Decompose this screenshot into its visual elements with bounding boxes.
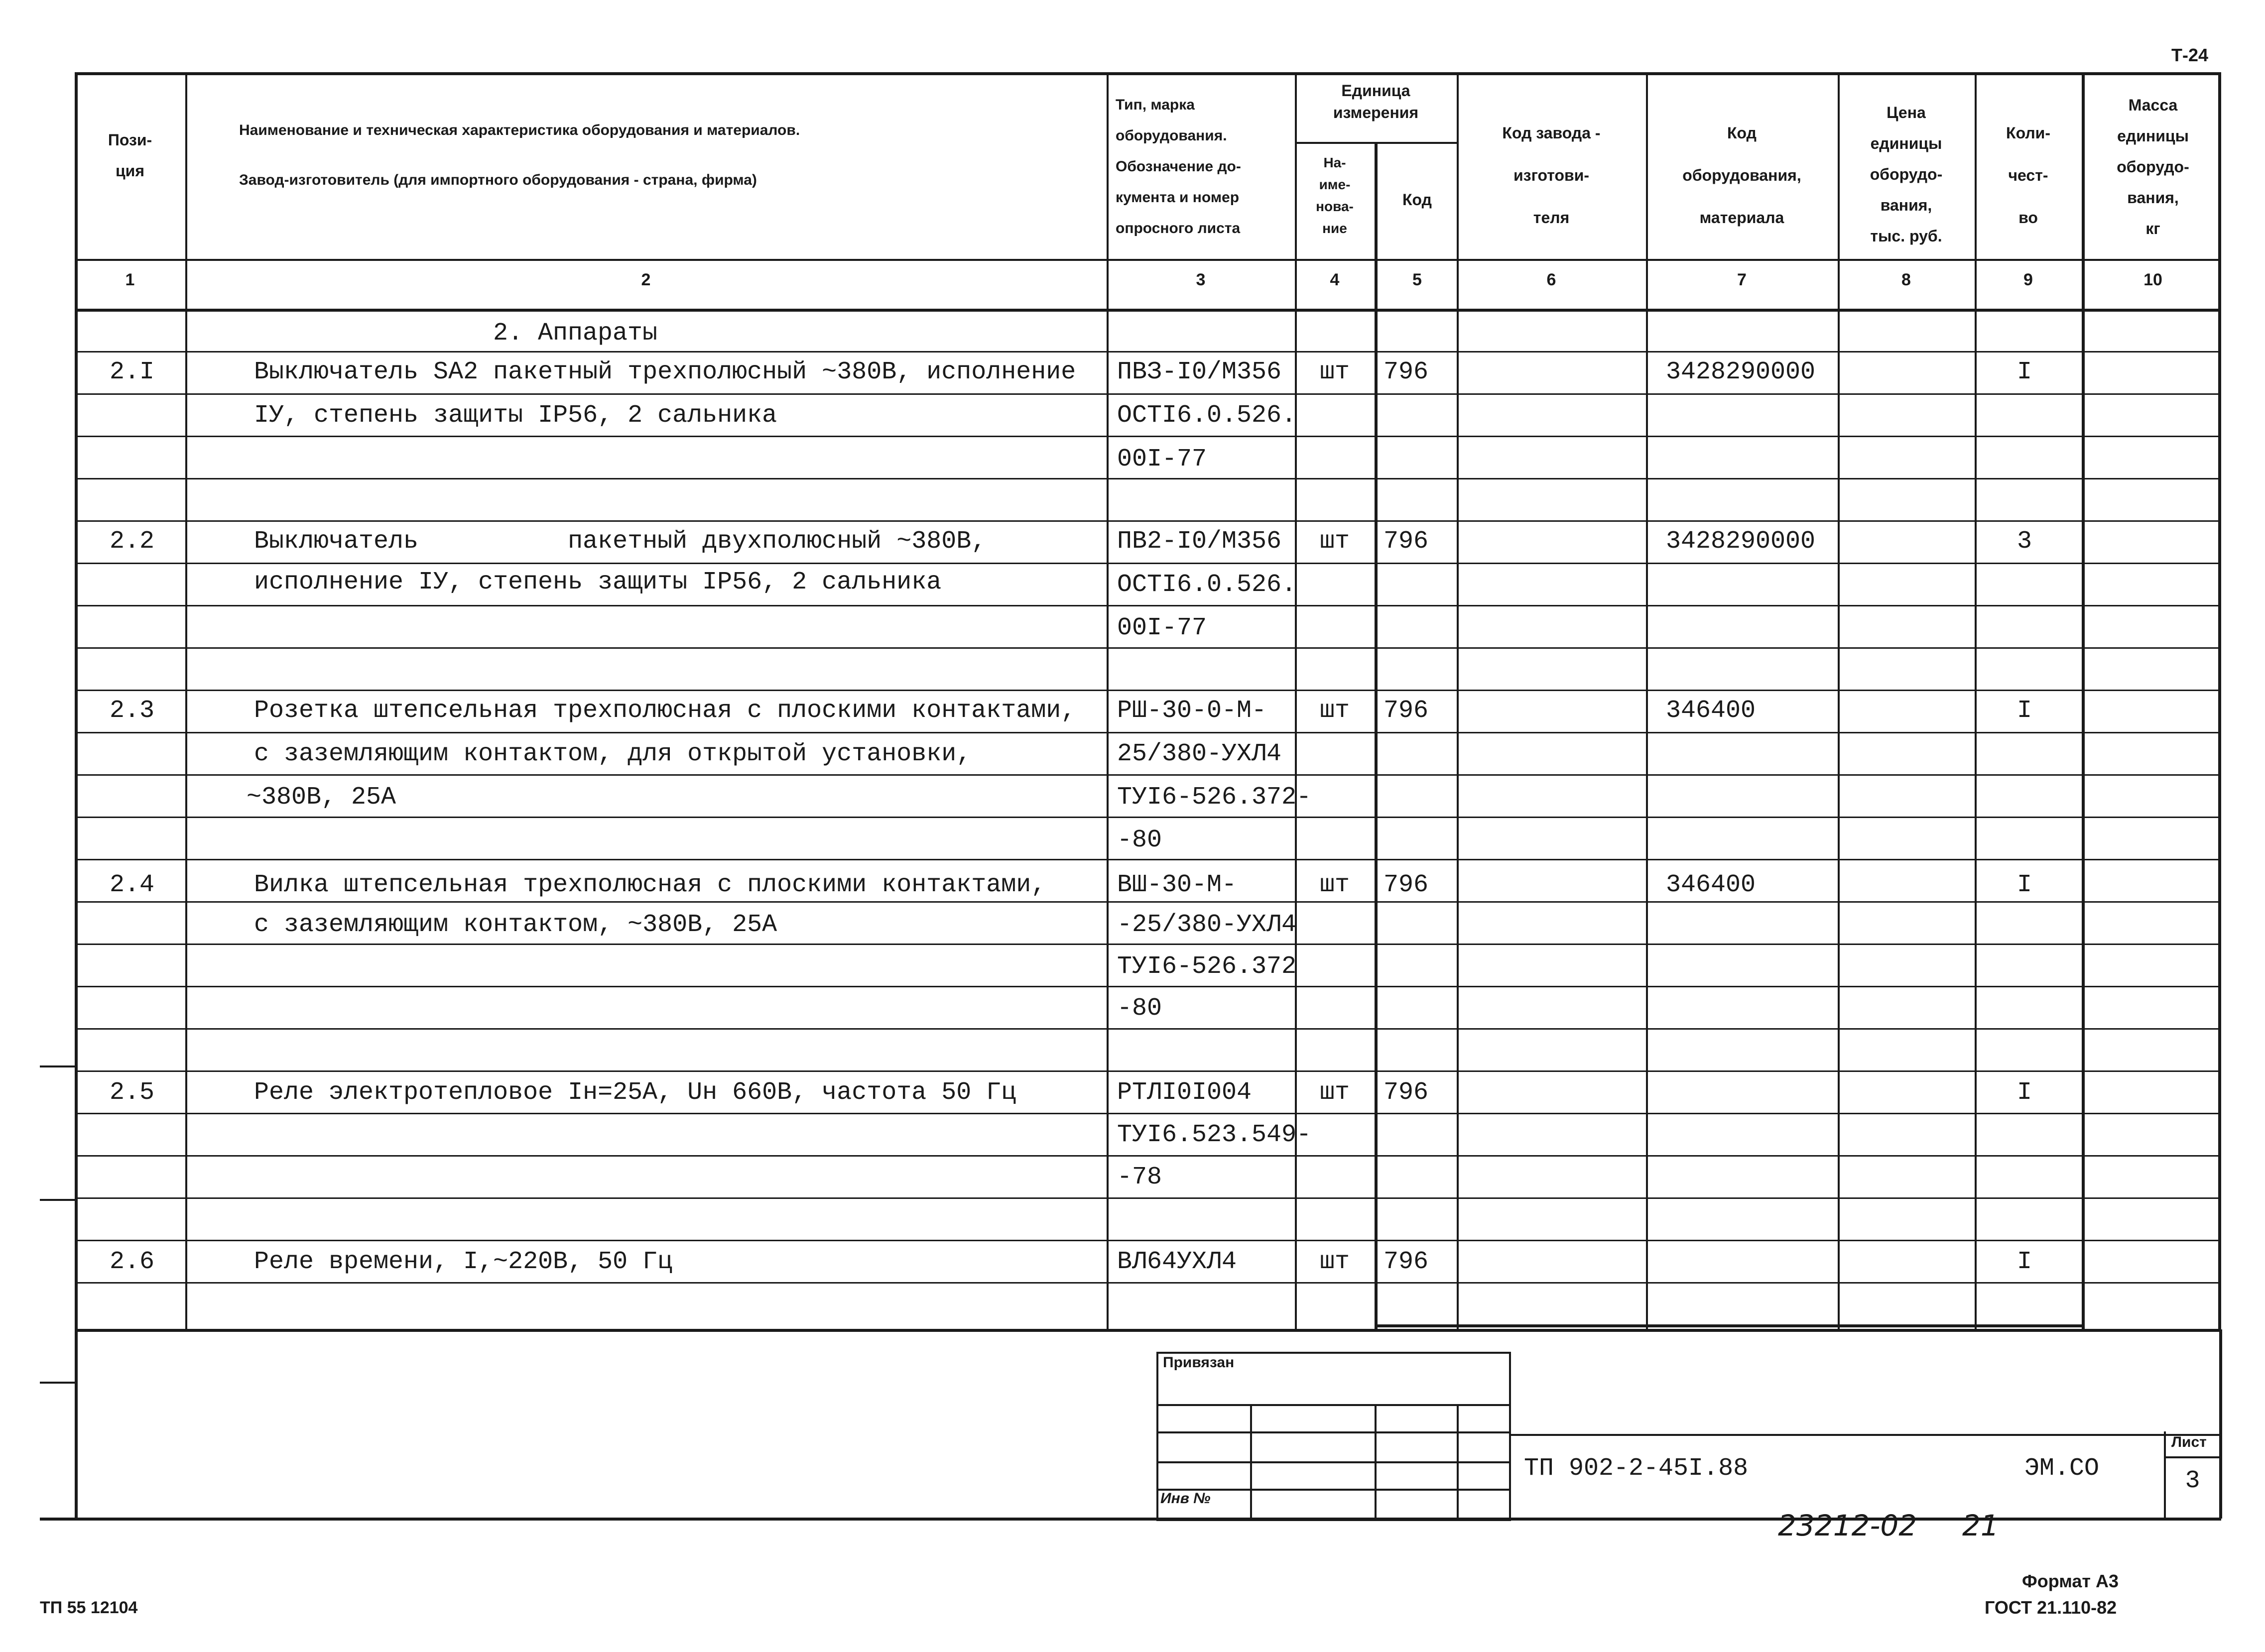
header-name-line: Завод-изготовитель (для импортного оборудования - страна, фирма) (239, 172, 757, 188)
header-unit-code: Код (1402, 191, 1432, 209)
col-line-4 (1375, 142, 1378, 1329)
col-line-5 (1457, 72, 1459, 1329)
item-name-line: IУ, степень защиты IP56, 2 сальника (254, 401, 777, 430)
table-row-line (75, 563, 2221, 564)
item-equipment-code: 346400 (1666, 697, 1756, 725)
item-position: 2.6 (109, 1248, 154, 1276)
header-position-line: Пози- (108, 131, 152, 149)
table-row-line (75, 774, 2221, 776)
stamp-left-line (75, 1329, 78, 1519)
header-factory-code-line: Код завода - (1502, 124, 1601, 142)
col-number-10: 10 (2143, 270, 2162, 289)
col-line-7 (1838, 72, 1840, 1329)
header-unit-group (1295, 80, 1457, 123)
header-mass-line: единицы (2117, 127, 2189, 145)
item-type-line: ТУI6-526.372- (1117, 783, 1312, 812)
header-price-line: тыс. руб. (1870, 227, 1942, 245)
header-name (239, 116, 1096, 195)
item-unit: шт (1319, 697, 1350, 725)
header-mass (2085, 90, 2221, 244)
item-name-line: исполнение IУ, степень защиты IP56, 2 сальника (254, 568, 942, 596)
header-name-line: Наименование и техническая характеристика оборудования и материалов. (239, 122, 800, 138)
item-name-line: ~380В, 25А (247, 783, 396, 812)
col-number-7: 7 (1737, 270, 1747, 289)
item-quantity: I (2016, 1248, 2032, 1276)
header-equipment-code-line: Код (1727, 124, 1757, 142)
item-type-line: ОСТI6.0.526. (1117, 571, 1297, 599)
header-position-line: ция (115, 162, 144, 180)
table-row-line (75, 1028, 2221, 1030)
item-unit-code: 796 (1384, 1248, 1429, 1276)
item-equipment-code: 3428290000 (1666, 358, 1816, 386)
col-line-9 (2082, 72, 2085, 1329)
item-name-line: Выключатель пакетный двухполюсный ~380В, (254, 527, 987, 556)
col-number-8: 8 (1901, 270, 1911, 289)
item-type-line: ТУI6.523.549- (1117, 1121, 1312, 1149)
item-unit: шт (1319, 358, 1350, 386)
header-quantity (1975, 112, 2082, 239)
item-position: 2.5 (109, 1078, 154, 1107)
item-quantity: I (2016, 1078, 2032, 1107)
unit-group-divider (1295, 142, 1457, 144)
table-row-line (75, 351, 2221, 353)
table-row-line (75, 1070, 2221, 1072)
header-quantity-line: Коли- (2006, 124, 2050, 142)
table-row-line (75, 605, 2221, 606)
item-unit-code: 796 (1384, 697, 1429, 725)
binding-tick (40, 1065, 76, 1067)
header-type (1116, 90, 1295, 244)
sheet-box-divider (2164, 1456, 2221, 1458)
header-factory-code (1457, 112, 1646, 239)
item-type-line: ТУI6-526.372 (1117, 952, 1297, 981)
header-price-line: Цена (1887, 104, 1926, 121)
sheet-label: Лист (2171, 1434, 2207, 1450)
col-line-2 (1107, 72, 1109, 1329)
table-row-line (75, 647, 2221, 649)
table-row-line (75, 520, 2221, 522)
binding-tick (40, 1382, 76, 1384)
item-type-line: 25/380-УХЛ4 (1117, 740, 1282, 768)
table-row-line (75, 944, 2221, 945)
col-line-6 (1646, 72, 1648, 1329)
header-price-line: оборудо- (1870, 165, 1943, 183)
header-equipment-code (1646, 112, 1838, 239)
table-row-line (75, 817, 2221, 818)
footer-format: Формат А3 (2022, 1571, 2119, 1591)
item-type-line: ПВ2-I0/М356 (1117, 527, 1282, 556)
item-type-line: ПВЗ-I0/М356 (1117, 358, 1282, 386)
header-type-line: Тип, марка (1116, 97, 1195, 113)
col-number-2: 2 (641, 270, 651, 289)
binding-tick (40, 1199, 76, 1201)
header-type-line: кумента и номер (1116, 189, 1240, 206)
privyazan-label: Привязан (1163, 1354, 1235, 1371)
item-equipment-code: 3428290000 (1666, 527, 1816, 556)
header-unit-name-line: ние (1322, 221, 1347, 236)
table-row-line (75, 393, 2221, 395)
header-mass-line: кг (2145, 220, 2160, 237)
table-bottom-thick (1375, 1324, 2085, 1327)
item-type-line: ВЛ64УХЛ4 (1117, 1248, 1237, 1276)
header-quantity-line: во (2018, 209, 2038, 227)
header-equipment-code-line: материала (1699, 209, 1784, 227)
table-row-line (75, 1240, 2221, 1241)
item-unit: шт (1319, 527, 1350, 556)
header-unit-name (1295, 152, 1375, 239)
header-factory-code-line: теля (1533, 209, 1570, 227)
section-title: 2. Аппараты (493, 319, 658, 348)
document-mark: ЭМ.СО (2024, 1454, 2100, 1483)
handwritten-sheet-number: 21 (1962, 1509, 1999, 1542)
footer-left-code: ТП 55 12104 (40, 1598, 138, 1617)
privyazan-col (1375, 1404, 1377, 1519)
table-row-line (75, 732, 2221, 733)
item-unit-code: 796 (1384, 1078, 1429, 1107)
header-position (75, 124, 185, 186)
privyazan-col (1457, 1404, 1459, 1519)
header-unit-name-line: На- (1323, 155, 1346, 170)
header-quantity-line: чест- (2008, 166, 2048, 184)
col-number-5: 5 (1412, 270, 1422, 289)
item-unit-code: 796 (1384, 871, 1429, 899)
doc-code-top (1511, 1434, 2221, 1436)
header-unit-name-line: име- (1319, 177, 1351, 192)
table-row-line (75, 1197, 2221, 1199)
table-row-line (75, 1113, 2221, 1114)
header-price-line: вания, (1880, 196, 1932, 214)
header-equipment-code-line: оборудования, (1682, 166, 1801, 184)
item-unit: шт (1319, 871, 1350, 899)
header-price-line: единицы (1870, 134, 1942, 152)
header-type-line: опросного листа (1116, 220, 1241, 236)
table-row-line (75, 901, 2221, 903)
header-mass-line: Масса (2128, 96, 2178, 114)
footer-gost: ГОСТ 21.110-82 (1985, 1597, 2117, 1618)
item-type-line: 00I-77 (1117, 614, 1207, 642)
stamp-top-line (75, 1329, 2221, 1331)
header-unit-group-line: Единица (1341, 82, 1410, 100)
colnum-divider (75, 309, 2221, 312)
item-name-line: Розетка штепсельная трехполюсная с плоскими контактами, (254, 697, 1076, 725)
item-name-line: Реле времени, I,~220В, 50 Гц (254, 1248, 673, 1276)
table-row-line (75, 986, 2221, 987)
header-mass-line: вания, (2127, 189, 2179, 207)
item-type-line: -80 (1117, 826, 1162, 854)
document-code: ТП 902-2-45I.88 (1524, 1454, 1749, 1483)
item-name-line: Реле электротепловое Iн=25А, Uн 660В, частота 50 Гц (254, 1078, 1016, 1107)
item-quantity: 3 (2016, 527, 2032, 556)
privyazan-col (1250, 1404, 1252, 1519)
table-row-line (75, 859, 2221, 860)
item-position: 2.4 (109, 871, 154, 899)
item-type-line: 00I-77 (1117, 445, 1207, 473)
item-type-line: ВШ-30-М- (1117, 871, 1237, 899)
table-row-line (75, 1155, 2221, 1157)
item-unit: шт (1319, 1248, 1350, 1276)
item-unit-code: 796 (1384, 527, 1429, 556)
item-type-line: РШ-30-0-М- (1117, 697, 1267, 725)
header-unit-name-line: нова- (1316, 199, 1354, 214)
header-unit-group-line: измерения (1333, 104, 1419, 121)
item-quantity: I (2016, 871, 2032, 899)
handwritten-archive-number: 23212-02 (1778, 1509, 1917, 1542)
item-unit: шт (1319, 1078, 1350, 1107)
col-number-9: 9 (2023, 270, 2033, 289)
header-price (1838, 97, 1975, 251)
item-position: 2.2 (109, 527, 154, 556)
item-name-line: Выключатель SA2 пакетный трехполюсный ~380В, исполнение (254, 358, 1076, 386)
item-name-line: с заземляющим контактом, ~380В, 25А (254, 911, 777, 939)
item-name-line: Вилка штепсельная трехполюсная с плоскими контактами, (254, 871, 1046, 899)
header-type-line: Обозначение до- (1116, 158, 1241, 175)
col-number-6: 6 (1546, 270, 1556, 289)
table-row-line (75, 478, 2221, 479)
header-divider (75, 259, 2221, 261)
item-position: 2.3 (109, 697, 154, 725)
table-row-line (75, 690, 2221, 691)
inventory-number-label: Инв № (1160, 1490, 1211, 1507)
item-unit-code: 796 (1384, 358, 1429, 386)
item-position: 2.I (109, 358, 154, 386)
item-type-line: -25/380-УХЛ4 (1117, 911, 1297, 939)
item-quantity: I (2016, 697, 2032, 725)
item-equipment-code: 346400 (1666, 871, 1756, 899)
item-name-line: с заземляющим контактом, для открытой установки, (254, 740, 972, 768)
col-number-1: 1 (125, 270, 135, 289)
header-factory-code-line: изготови- (1513, 166, 1590, 184)
table-row-line (75, 436, 2221, 437)
item-type-line: -78 (1117, 1163, 1162, 1191)
item-type-line: ОСТI6.0.526. (1117, 401, 1297, 430)
item-type-line: РТЛI0I004 (1117, 1078, 1252, 1107)
col-number-4: 4 (1330, 270, 1340, 289)
header-mass-line: оборудо- (2117, 158, 2189, 176)
sheet-number: 3 (2185, 1467, 2200, 1495)
col-number-3: 3 (1196, 270, 1206, 289)
item-type-line: -80 (1117, 994, 1162, 1023)
table-row-line (75, 1282, 2221, 1284)
header-type-line: оборудования. (1116, 127, 1227, 144)
corner-mark: Т-24 (2171, 45, 2209, 65)
item-quantity: I (2016, 358, 2032, 386)
